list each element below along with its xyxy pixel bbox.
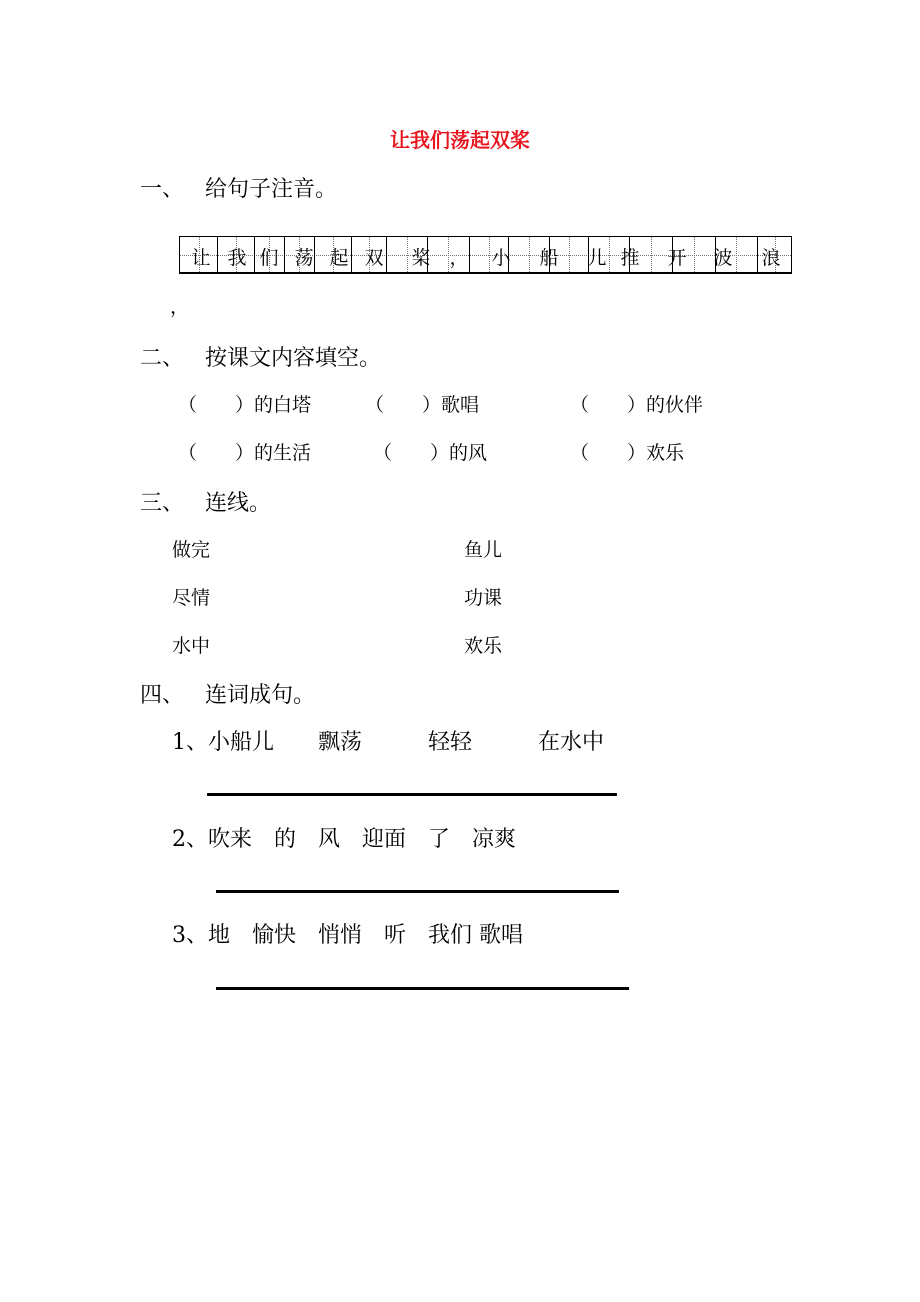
grid-cell-border — [351, 237, 352, 272]
grid-character: 推 — [620, 247, 640, 269]
pinyin-grid — [179, 236, 792, 274]
grid-guide-line — [569, 237, 570, 272]
trailing-comma: ， — [170, 296, 190, 318]
grid-guide-line — [529, 237, 530, 272]
grid-character: 荡 — [294, 247, 314, 269]
grid-cell-border — [386, 237, 387, 272]
sentence-words-2: 2、吹来 的 风 迎面 了 凉爽 — [172, 827, 516, 852]
grid-guide-line — [609, 237, 610, 272]
grid-character: 们 — [259, 247, 279, 269]
grid-cell-border — [284, 237, 285, 272]
grid-cell-border — [757, 237, 758, 272]
grid-character: 双 — [364, 247, 384, 269]
grid-character: ， — [449, 247, 469, 269]
blank-item: （ ）的生活 — [178, 442, 312, 464]
blank-item: （ ）欢乐 — [570, 442, 685, 464]
grid-character: 波 — [713, 247, 733, 269]
grid-character: 我 — [227, 247, 247, 269]
grid-guide-line — [407, 237, 408, 272]
section-2-heading: 按课文内容填空。 — [205, 346, 382, 371]
grid-character: 儿 — [587, 247, 607, 269]
blank-item: （ ）的风 — [373, 442, 488, 464]
grid-character: 浪 — [761, 247, 781, 269]
grid-guide-line — [694, 237, 695, 272]
answer-line-1 — [207, 793, 617, 796]
sentence-words-1: 1、小船儿 飘荡 轻轻 在水中 — [172, 730, 604, 755]
section-4-heading: 连词成句。 — [205, 683, 316, 708]
sentence-words-3: 3、地 愉快 悄悄 听 我们 歌唱 — [172, 923, 523, 948]
grid-character: 开 — [667, 247, 687, 269]
section-3-heading: 连线。 — [205, 491, 272, 516]
grid-character: 让 — [191, 247, 211, 269]
grid-character: 小 — [491, 247, 511, 269]
section-4-number: 四、 — [140, 683, 185, 708]
match-left-item: 水中 — [172, 635, 211, 657]
match-right-item: 欢乐 — [464, 635, 503, 657]
answer-line-2 — [216, 890, 619, 893]
grid-character: 船 — [539, 247, 559, 269]
section-1-heading: 给句子注音。 — [205, 177, 338, 202]
grid-guide-line — [489, 237, 490, 272]
match-left-item: 尽情 — [172, 587, 211, 609]
grid-character: 桨 — [411, 247, 431, 269]
blank-item: （ ）的白塔 — [178, 394, 312, 416]
worksheet-title: 让我们荡起双桨 — [390, 128, 530, 152]
grid-character: 起 — [329, 247, 349, 269]
match-left-item: 做完 — [172, 539, 211, 561]
grid-cell-border — [314, 237, 315, 272]
section-2-number: 二、 — [140, 346, 185, 371]
answer-line-3 — [216, 987, 629, 990]
grid-cell-border — [469, 237, 470, 272]
section-3-number: 三、 — [140, 491, 185, 516]
grid-cell-border — [254, 237, 255, 272]
match-right-item: 鱼儿 — [464, 539, 503, 561]
grid-guide-line — [736, 237, 737, 272]
blank-item: （ ）歌唱 — [365, 394, 480, 416]
section-1-number: 一、 — [140, 177, 185, 202]
blank-item: （ ）的伙伴 — [570, 394, 704, 416]
grid-guide-line — [651, 237, 652, 272]
match-right-item: 功课 — [464, 587, 503, 609]
grid-cell-border — [217, 237, 218, 272]
